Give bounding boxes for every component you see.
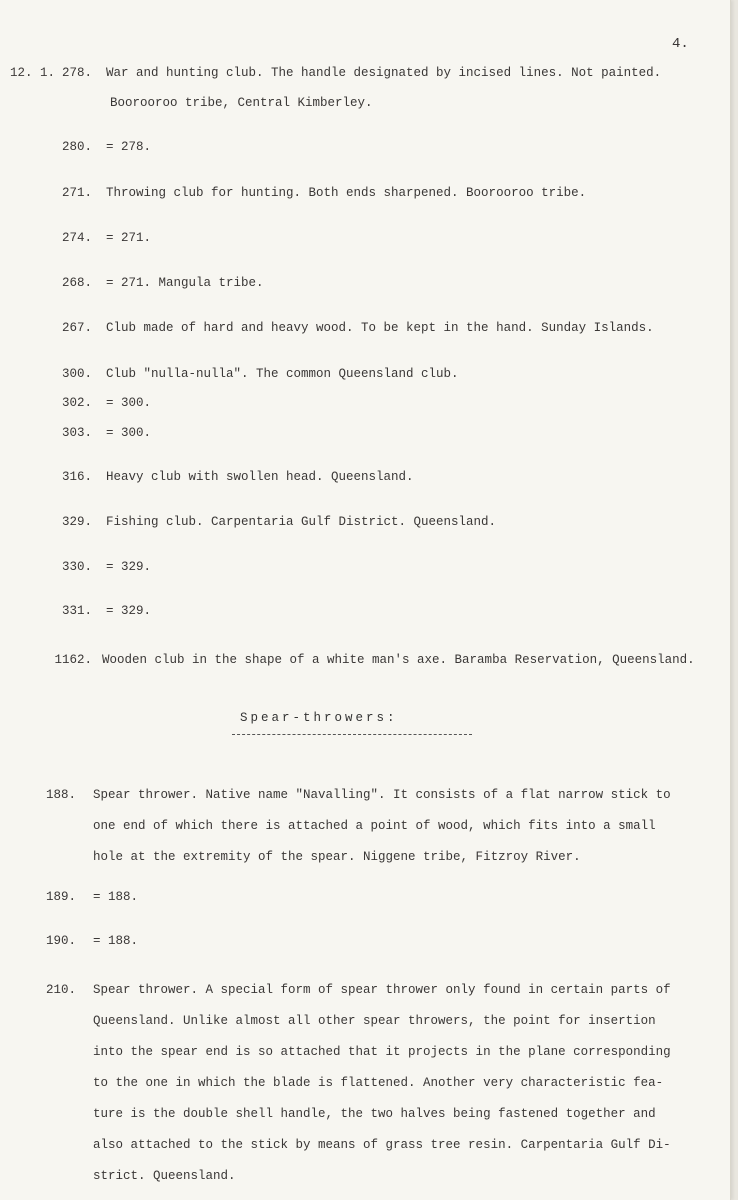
item-text-line: strict. Queensland. (93, 1169, 236, 1183)
item-number: 210. (46, 983, 77, 997)
list-item (46, 515, 496, 529)
list-item (46, 470, 414, 484)
list-item (46, 321, 654, 335)
item-text: = 278. (106, 140, 152, 154)
list-item (93, 975, 693, 1192)
item-text: = 271. Mangula tribe. (106, 276, 264, 290)
item-text-line: ture is the double shell handle, the two halves being fastened together and (93, 1107, 656, 1121)
item-number: 330. (61, 560, 92, 574)
item-number: 271. (61, 186, 92, 200)
list-item (93, 780, 693, 873)
item-text: Throwing club for hunting. Both ends sharpened. Boorooroo tribe. (106, 186, 587, 200)
item-text: = 188. (93, 890, 139, 904)
item-text: Heavy club with swollen head. Queensland. (106, 470, 414, 484)
item-text: Fishing club. Carpentaria Gulf District. Queensland. (106, 515, 497, 529)
item-text-line: hole at the extremity of the spear. Niggene tribe, Fitzroy River. (93, 850, 581, 864)
item-text: = 300. (106, 426, 152, 440)
item-text: = 329. (106, 604, 152, 618)
item-text-line: Queensland. Unlike almost all other spear throwers, the point for insertion (93, 1014, 656, 1028)
item-text: = 188. (93, 934, 139, 948)
item-number: 190. (46, 934, 77, 948)
item-text: Club made of hard and heavy wood. To be kept in the hand. Sunday Islands. (106, 321, 654, 335)
item-text: Club "nulla-nulla". The common Queensland club. (106, 367, 459, 381)
list-item (46, 140, 151, 154)
item-number: 302. (61, 396, 92, 410)
list-item (46, 396, 151, 410)
item-number: 303. (61, 426, 92, 440)
item-number: 189. (46, 890, 77, 904)
item-text-line: also attached to the stick by means of grass tree resin. Carpentaria Gulf Di- (93, 1138, 671, 1152)
item-number: 316. (61, 470, 92, 484)
item-text-line: into the spear end is so attached that it projects in the plane corresponding (93, 1045, 671, 1059)
list-item (46, 231, 151, 245)
item-text: = 329. (106, 560, 152, 574)
item-number: 188. (46, 788, 77, 802)
reference-number: 12. 1. (10, 66, 56, 80)
list-item (46, 276, 264, 290)
list-item (46, 186, 586, 200)
list-item (46, 604, 151, 618)
section-heading: Spear-throwers: (240, 711, 398, 725)
item-text-line: one end of which there is attached a point of wood, which fits into a small (93, 819, 656, 833)
item-number: 1162. (54, 653, 92, 667)
item-number: 278. (61, 66, 92, 80)
item-text: = 271. (106, 231, 152, 245)
item-text: Wooden club in the shape of a white man's axe. Baramba Reservation, Queensland. (102, 653, 695, 667)
item-number: 329. (61, 515, 92, 529)
item-number: 267. (61, 321, 92, 335)
page-number: 4. (672, 36, 689, 52)
item-text-continued: Boorooroo tribe, Central Kimberley. (110, 96, 373, 110)
heading-underline (232, 734, 472, 735)
list-item (46, 367, 459, 381)
item-number: 331. (61, 604, 92, 618)
list-item (46, 560, 151, 574)
item-number: 280. (61, 140, 92, 154)
item-number: 300. (61, 367, 92, 381)
item-number: 268. (61, 276, 92, 290)
item-text-line: Spear thrower. A special form of spear thrower only found in certain parts of (93, 983, 671, 997)
list-item (46, 653, 695, 667)
item-number: 274. (61, 231, 92, 245)
list-item (46, 66, 661, 80)
list-item (46, 426, 151, 440)
item-text-line: to the one in which the blade is flattened. Another very characteristic fea- (93, 1076, 664, 1090)
item-text: = 300. (106, 396, 152, 410)
item-text-line: Spear thrower. Native name "Navalling". It consists of a flat narrow stick to (93, 788, 671, 802)
item-text: War and hunting club. The handle designated by incised lines. Not painted. (106, 66, 662, 80)
